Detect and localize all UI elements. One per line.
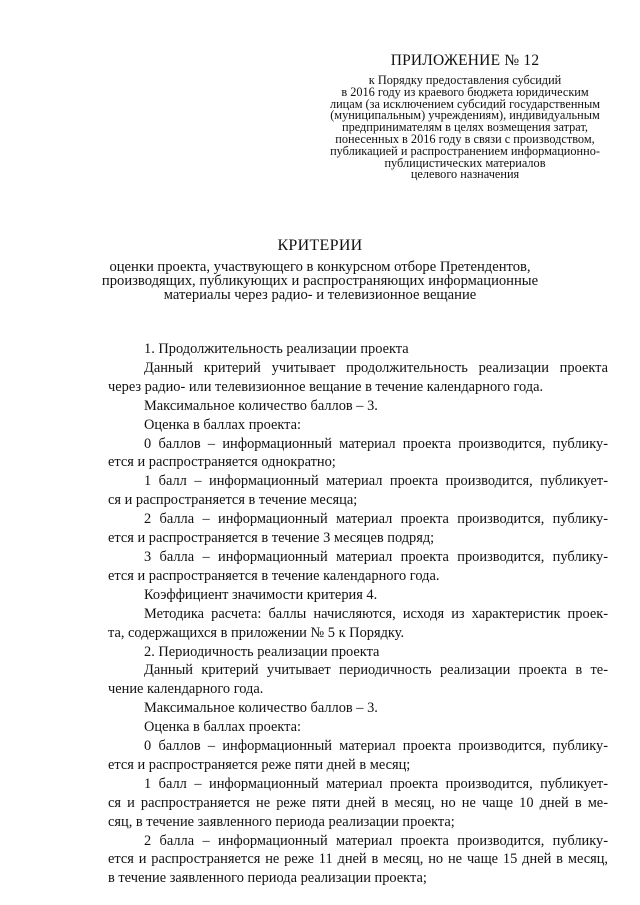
appendix-line: понесенных в 2016 году в связи с производством, <box>335 131 595 146</box>
section-heading: 1. Продолжительность реализации проекта <box>144 341 409 357</box>
paragraph-line: Максимальное количество баллов – 3. <box>144 397 378 414</box>
paragraph-line: ся и распространяется не реже пяти дней в месяц, но не чаще 10 дней в ме- <box>108 794 608 811</box>
paragraph-line: через радио- или телевизионное вещание в течение календарного года. <box>108 378 544 395</box>
subtitle-line: производящих, публикующих и распространяющих информационные <box>101 273 539 290</box>
paragraph-line: ется и распространяется в течение календарного года. <box>108 567 440 584</box>
paragraph-line: ется и распространяется в течение 3 месяцев подряд; <box>108 530 435 547</box>
section-heading: 2. Периодичность реализации проекта <box>144 643 380 660</box>
paragraph-line: 2 балла – информационный материал проекта производится, публику- <box>144 832 608 849</box>
document-subtitle <box>0 260 640 303</box>
paragraph-line: 1 балл – информационный материал проекта производится, публикует- <box>144 473 608 490</box>
paragraph-line: сяц, в течение заявленного периода реализации проекта; <box>108 813 455 830</box>
appendix-line: целевого назначения <box>410 167 520 182</box>
paragraph-line: Методика расчета: баллы начисляются, исходя из характеристик проек- <box>144 605 608 622</box>
document-body <box>108 340 608 888</box>
paragraph-line: Данный критерий учитывает продолжительность реализации проекта <box>144 359 608 376</box>
paragraph-line: чение календарного года. <box>108 681 264 698</box>
appendix-line: (муниципальным) учреждениям), индивидуальным <box>330 108 600 123</box>
paragraph-line: 1 балл – информационный материал проекта производится, публикует- <box>144 775 608 792</box>
appendix-line: публицистических материалов <box>384 155 546 170</box>
paragraph-line: Коэффициент значимости критерия 4. <box>144 586 378 603</box>
paragraph-line: та, содержащихся в приложении № 5 к Порядку. <box>108 624 405 641</box>
paragraph-line: Данный критерий учитывает периодичность реализации проекта в те- <box>144 662 608 679</box>
paragraph-line: Оценка в баллах проекта: <box>144 416 302 433</box>
appendix-line: в 2016 году из краевого бюджета юридическим <box>341 84 589 99</box>
paragraph-line: ся и распространяется в течение месяца; <box>108 492 358 509</box>
paragraph-line: ется и распространяется однократно; <box>108 454 336 471</box>
paragraph-line: в течение заявленного периода реализации проекта; <box>108 870 427 887</box>
document-title: КРИТЕРИИ <box>277 237 363 254</box>
subtitle-line: материалы через радио- и телевизионное вещание <box>163 287 477 304</box>
appendix-line: публикацией и распространением информационно- <box>330 143 600 158</box>
subtitle-line: оценки проекта, участвующего в конкурсном отборе Претендентов, <box>109 259 531 275</box>
paragraph-line: Оценка в баллах проекта: <box>144 719 302 736</box>
appendix-line: предпринимателям в целях возмещения затрат, <box>342 120 588 135</box>
paragraph-line: ется и распространяется реже пяти дней в месяц; <box>108 756 411 773</box>
paragraph-line: ется и распространяется не реже 11 дней в месяц, но не чаще 15 дней в месяц, <box>108 851 608 868</box>
paragraph-line: 0 баллов – информационный материал проекта производится, публику- <box>144 435 608 452</box>
appendix-line: лицам (за исключением субсидий государственным <box>329 96 601 111</box>
paragraph-line: 2 балла – информационный материал проекта производится, публику- <box>144 511 608 528</box>
paragraph-line: 0 баллов – информационный материал проекта производится, публику- <box>144 738 608 755</box>
paragraph-line: 3 балла – информационный материал проекта производится, публику- <box>144 548 608 565</box>
appendix-header <box>300 52 630 181</box>
appendix-title: ПРИЛОЖЕНИЕ № 12 <box>390 52 540 69</box>
appendix-line: к Порядку предоставления субсидий <box>368 73 562 87</box>
paragraph-line: Максимальное количество баллов – 3. <box>144 700 378 717</box>
